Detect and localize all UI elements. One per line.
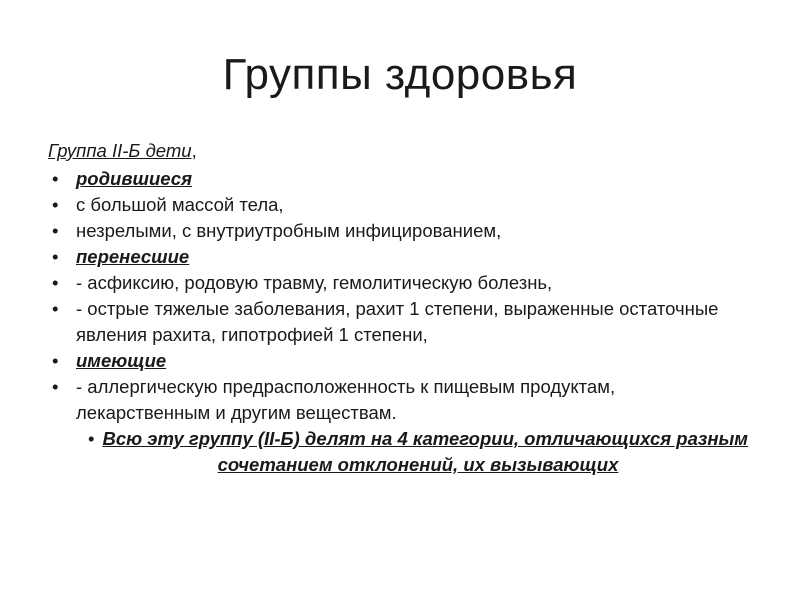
list-item <box>48 374 748 426</box>
bullet-icon: • <box>52 194 59 215</box>
bullet-icon: • <box>52 246 59 267</box>
list-item-text: родившиеся <box>76 168 192 189</box>
list-item-text: - острые тяжелые заболевания, рахит 1 степени, выраженные остаточные явления рахита, гипотрофией 1 степени, <box>76 298 719 345</box>
slide-title: Группы здоровья <box>222 50 578 99</box>
list-item <box>48 192 748 218</box>
list-item-text: имеющие <box>76 350 167 371</box>
group-label-suffix: , <box>191 140 197 161</box>
list-item <box>48 270 748 296</box>
bullet-icon: • <box>52 168 59 189</box>
bullet-icon: • <box>52 272 59 293</box>
bullet-icon: • <box>52 376 59 397</box>
summary-text: Всю эту группу (II-Б) делят на 4 категории, отличающихся разным сочетанием отклонений, их вызывающих <box>102 428 748 475</box>
bullet-icon: • <box>52 298 59 319</box>
list-item <box>48 296 748 348</box>
list-item <box>48 166 748 192</box>
group-label: Группа II-Б дети <box>48 140 192 161</box>
slide-body <box>48 138 748 478</box>
bullet-icon: • <box>52 350 59 371</box>
list-item <box>48 348 748 374</box>
list-item <box>48 218 748 244</box>
bullet-icon: • <box>88 428 95 449</box>
list-item-text: - асфиксию, родовую травму, гемолитическую болезнь, <box>76 272 553 293</box>
list-item-text: незрелыми, с внутриутробным инфицированием, <box>76 220 502 241</box>
list-item-text: - аллергическую предрасположенность к пищевым продуктам, лекарственным и другим веществам. <box>76 376 616 423</box>
bullet-icon: • <box>52 220 59 241</box>
list-item-text: перенесшие <box>76 246 190 267</box>
group-intro <box>48 138 748 164</box>
list-item-text: с большой массой тела, <box>76 194 284 215</box>
criteria-list <box>48 166 748 478</box>
list-item <box>48 244 748 270</box>
summary-item <box>48 426 748 478</box>
